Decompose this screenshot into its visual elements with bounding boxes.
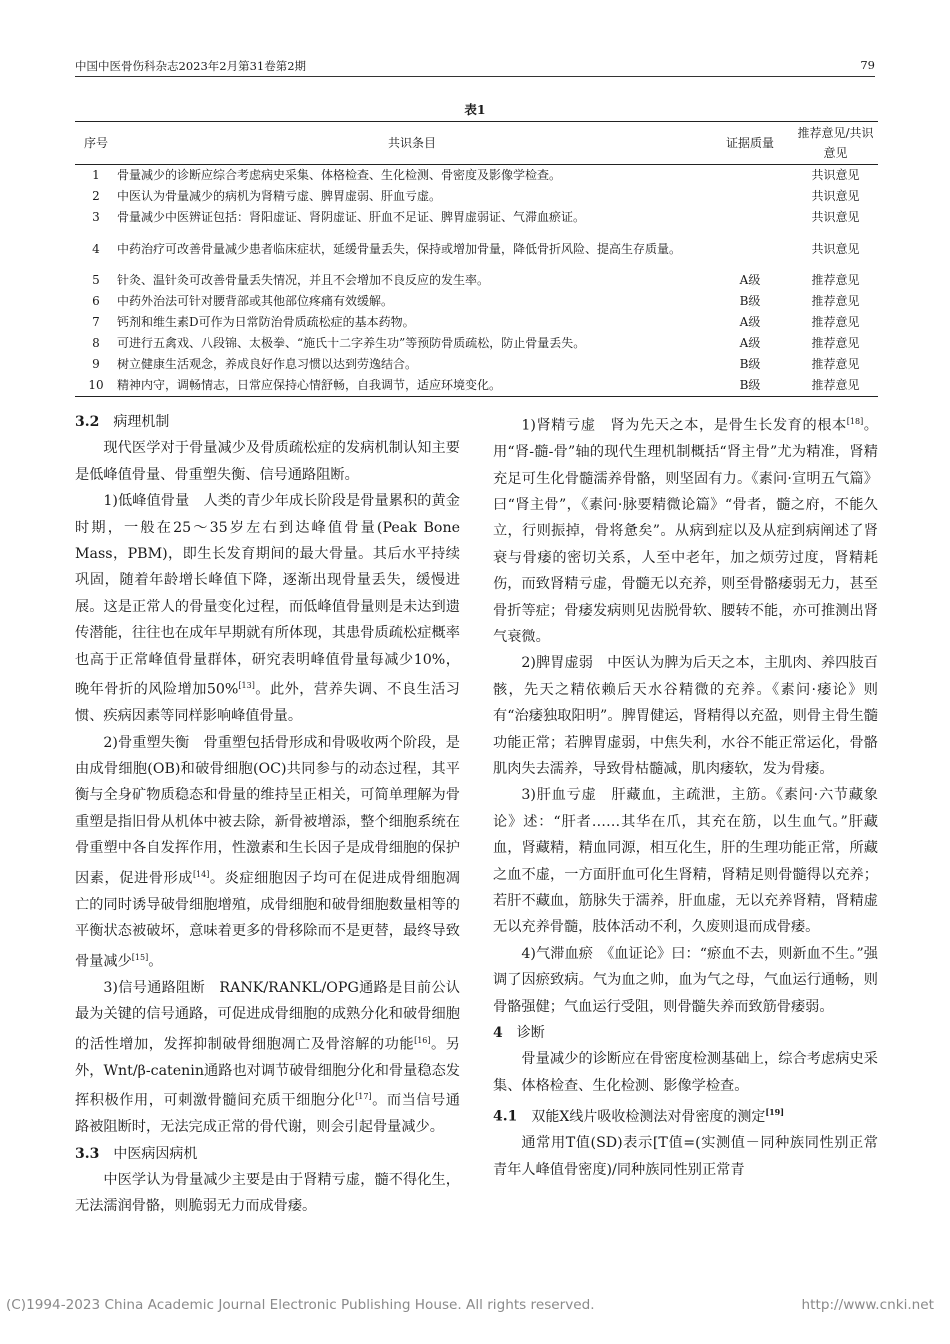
- table-row: [75, 165, 878, 187]
- paragraph: 现代医学对于骨量减少及骨质疏松症的发病机制认知主要是低峰值骨量、骨重塑失衡、信号通路阻断。: [75, 440, 460, 483]
- row-recommendation: 推荐意见: [811, 273, 860, 287]
- section-number: 4.1: [493, 1108, 518, 1125]
- paragraph-text: 3)信号通路阻断 RANK/RANKL/OPG通路是目前公认最为关键的信号通路，可促进成骨细胞的成熟分化和破骨细胞的活性增加，发挥抑制破骨细胞凋亡及骨溶解的功能: [75, 979, 460, 1053]
- row-item: 可进行五禽戏、八段锦、太极拳、“施氏十二字养生功”等预防骨质疏松，防止骨量丢失。: [117, 336, 586, 350]
- table-row: [75, 186, 878, 207]
- paragraph: [75, 730, 460, 975]
- paragraph-text: 。: [148, 953, 163, 970]
- section-title: 中医病因病机: [113, 1145, 198, 1162]
- col-header-item: 共识条目: [387, 136, 436, 150]
- paragraph: 2)脾胃虚弱 中医认为脾为后天之本，主肌肉、养四肢百骸，先天之精依赖后天水谷精微的充养。《素问·痿论》则有“治痿独取阳明”。脾胃健运，肾精得以充盈，则骨主骨生髓功能正常；若脾胃虚弱，中焦失利，水谷不能正常运化，骨骼肌肉失去濡养，导致骨枯髓减，肌肉痿软，发为骨痿。: [493, 655, 878, 778]
- paragraph-text: 。而当信号通路被阻断时，无法完成正常的骨代谢，则会引起骨量减少。: [75, 1092, 460, 1136]
- row-no: 8: [92, 336, 100, 350]
- table-row: [75, 375, 878, 397]
- paragraph: 通常用T值(SD)表示[T值=(实测值－同种族同性别正常青年人峰值骨密度)/同种族同性别正常青: [493, 1135, 878, 1178]
- table-row: [75, 354, 878, 375]
- table-row: [75, 291, 878, 312]
- row-no: 9: [92, 357, 100, 371]
- running-header: [75, 58, 875, 76]
- row-quality: [707, 228, 793, 270]
- journal-title: 中国中医骨伤科杂志2023年2月第31卷第2期: [75, 59, 307, 73]
- paragraph-text: 。另外，Wnt/β-catenin通路也对调节破骨细胞分化和骨量稳态发挥积极作用，可刺激骨髓间充质干细胞分化: [75, 1036, 460, 1109]
- row-item: 中药外治法可针对腰背部或其他部位疼痛有效缓解。: [117, 294, 394, 308]
- section-number: 3.2: [75, 414, 100, 430]
- row-no: 10: [88, 378, 104, 392]
- paragraph-text: 1)肾精亏虚 肾为先天之本，是骨生长发育的根本: [521, 417, 847, 434]
- paragraph-text: 。炎症细胞因子均可在促进成骨细胞凋亡的同时诱导破骨细胞增殖，成骨细胞和破骨细胞数量相等的平衡状态被破坏，意味着更多的骨移除而不是更替，最终导致骨量减少: [75, 870, 460, 970]
- left-column: [75, 409, 460, 1220]
- row-no: 7: [92, 315, 100, 329]
- row-quality: B级: [739, 378, 761, 392]
- col-header-quality: 证据质量: [725, 136, 774, 150]
- row-quality: A级: [739, 273, 761, 287]
- row-quality: [707, 207, 793, 228]
- row-quality: B级: [739, 357, 761, 371]
- table-caption: 表1: [464, 102, 486, 117]
- row-recommendation: 共识意见: [811, 210, 860, 224]
- table-row: [75, 228, 878, 270]
- paragraph: 中医学认为骨量减少主要是由于肾精亏虚，髓不得化生，无法濡润骨骼，则脆弱无力而成骨痿。: [75, 1172, 460, 1215]
- paragraph: [75, 975, 460, 1141]
- section-title: 病理机制: [113, 414, 170, 430]
- row-recommendation: 推荐意见: [811, 294, 860, 308]
- row-item: 钙剂和维生素D可作为日常防治骨质疏松症的基本药物。: [117, 315, 415, 329]
- citation: [19]: [765, 1107, 785, 1118]
- section-heading-3-3: [75, 1141, 460, 1167]
- col-header-recommendation: 推荐意见/共识意见: [797, 126, 874, 160]
- paragraph-text: 1)低峰值骨量 人类的青少年成长阶段是骨量累积的黄金时期，一般在25～35岁左右到达峰值骨量(Peak Bone Mass，PBM)，即生长发育期间的最大骨量。其后水平持续巩固，随着年龄增长峰值下降，逐渐出现骨量丢失，缓慢进展。这是正常人的骨量变化过程，而低峰值骨量则是未达到遗传潜能，往往也在成年早期就有所体现，其患骨质疏松症概率也高于正常峰值骨量群体，研究表明峰值骨量每减少10%，晚年骨折的风险增加50%: [75, 493, 460, 698]
- row-item: 骨量减少中医辨证包括：肾阳虚证、肾阴虚证、肝血不足证、脾胃虚弱证、气滞血瘀证。: [117, 210, 586, 224]
- paragraph: [493, 409, 878, 650]
- row-recommendation: 推荐意见: [811, 336, 860, 350]
- paragraph-text: 2)骨重塑失衡 骨重塑包括骨形成和骨吸收两个阶段，是由成骨细胞(OB)和破骨细胞(OC)共同参与的动态过程，其平衡与全身矿物质稳态和骨量的维持呈正相关，可简单理解为骨重塑是指旧骨从机体中被去除，新骨被增添，整个细胞系统在骨重塑中各自发挥作用，性激素和生长因子是成骨细胞的保护因素，促进骨形成: [75, 734, 460, 887]
- row-recommendation: 推荐意见: [811, 315, 860, 329]
- row-recommendation: 推荐意见: [811, 378, 860, 392]
- citation: [14]: [192, 869, 210, 879]
- col-header-no: 序号: [83, 136, 108, 150]
- citation: [18]: [846, 417, 864, 426]
- paragraph: 4)气滞血瘀 《血证论》曰：“瘀血不去，则新血不生。”强调了因瘀致病。气为血之帅，血为气之母，气血运行通畅，则骨骼强健；气血运行受阻，则骨髓失养而致筋骨痿弱。: [493, 945, 878, 1015]
- table-header-row: [75, 122, 878, 165]
- row-quality: A级: [739, 336, 761, 350]
- copyright-notice: (C)1994-2023 China Academic Journal Electronic Publishing House. All rights reserved.: [6, 1297, 595, 1313]
- row-item: 骨量减少的诊断应综合考虑病史采集、体格检查、生化检测、骨密度及影像学检查。: [117, 168, 562, 182]
- right-column: [493, 409, 878, 1183]
- row-no: 5: [92, 273, 100, 287]
- section-heading-4: [493, 1020, 878, 1046]
- footer: [0, 1297, 950, 1327]
- row-item: 中药治疗可改善骨量减少患者临床症状，延缓骨量丢失，保持或增加骨量，降低骨折风险、提高生存质量。: [117, 241, 682, 256]
- page-number: 79: [860, 58, 875, 72]
- paragraph: 骨量减少的诊断应在骨密度检测基础上，综合考虑病史采集、体格检查、生化检测、影像学检查。: [493, 1051, 878, 1094]
- row-quality: [707, 165, 793, 187]
- table-row: [75, 270, 878, 291]
- paragraph: 3)肝血亏虚 肝藏血，主疏泄，主筋。《素问·六节藏象论》述：“肝者……其华在爪，其充在筋，以生血气。”肝藏血，肾藏精，精血同源，相互化生，肝的生理功能正常，所藏之血不虚，一方面肝血可化生肾精，肾精足则骨髓得以充养；若肝不藏血，筋脉失于濡养，肝血虚，无以充养肾精，肾精虚无以充养骨髓，肢体活动不利，久废则退而成骨痿。: [493, 787, 878, 936]
- row-recommendation: 共识意见: [811, 168, 860, 182]
- header-rule: [75, 76, 875, 77]
- table-row: [75, 312, 878, 333]
- row-no: 2: [92, 189, 100, 203]
- row-item: 树立健康生活观念，养成良好作息习惯以达到劳逸结合。: [117, 357, 418, 371]
- citation: [17]: [355, 1092, 372, 1102]
- citation: [15]: [131, 952, 149, 962]
- row-quality: B级: [739, 294, 761, 308]
- row-item: 针灸、温针灸可改善骨量丢失情况，并且不会增加不良反应的发生率。: [117, 273, 490, 287]
- website-link[interactable]: http://www.cnki.net: [801, 1297, 934, 1313]
- row-no: 1: [92, 168, 100, 182]
- section-title: 双能X线片吸收检测法对骨密度的测定: [531, 1108, 766, 1125]
- consensus-table: [75, 121, 878, 397]
- table-row: [75, 207, 878, 228]
- citation: [13]: [238, 681, 255, 691]
- row-no: 6: [92, 294, 100, 308]
- paragraph: [75, 488, 460, 729]
- section-heading-3-2: [75, 409, 460, 435]
- paragraph-text: 。此外，营养失调、不良生活习惯、疾病因素等同样影响峰值骨量。: [75, 681, 460, 725]
- paragraph-text: 。用“肾-髓-骨”轴的现代生理机制概括“肾主骨”尤为精准，肾精充足可生化骨髓濡养骨骼，则坚固有力。《素问·宣明五气篇》曰“肾主骨”，《素问·脉要精微论篇》“骨者，髓之府，不能久立，行则振掉，骨将惫矣”。从病到症以及从症到病阐述了肾衰与骨痿的密切关系，人至中老年，加之烦劳过度，肾精耗伤，而致肾精亏虚，骨髓无以充养，则至骨骼痿弱无力，甚至骨折等症；骨痿发病则见齿脱骨软、腰转不能，亦可推测出肾气衰微。: [493, 417, 878, 645]
- row-recommendation: 共识意见: [811, 189, 860, 203]
- row-recommendation: 推荐意见: [811, 357, 860, 371]
- row-no: 4: [92, 241, 100, 256]
- row-recommendation: 共识意见: [811, 241, 860, 256]
- section-title: 诊断: [516, 1025, 545, 1042]
- row-quality: [707, 186, 793, 207]
- row-quality: A级: [739, 315, 761, 329]
- section-heading-4-1: [493, 1099, 878, 1130]
- section-number: 3.3: [75, 1145, 100, 1162]
- section-number: 4: [493, 1025, 503, 1042]
- table-row: [75, 333, 878, 354]
- row-item: 中医认为骨量减少的病机为肾精亏虚、脾胃虚弱、肝血亏虚。: [117, 189, 442, 203]
- row-item: 精神内守，调畅情志，日常应保持心情舒畅，自我调节，适应环境变化。: [117, 378, 502, 392]
- row-no: 3: [92, 210, 100, 224]
- citation: [16]: [414, 1035, 431, 1045]
